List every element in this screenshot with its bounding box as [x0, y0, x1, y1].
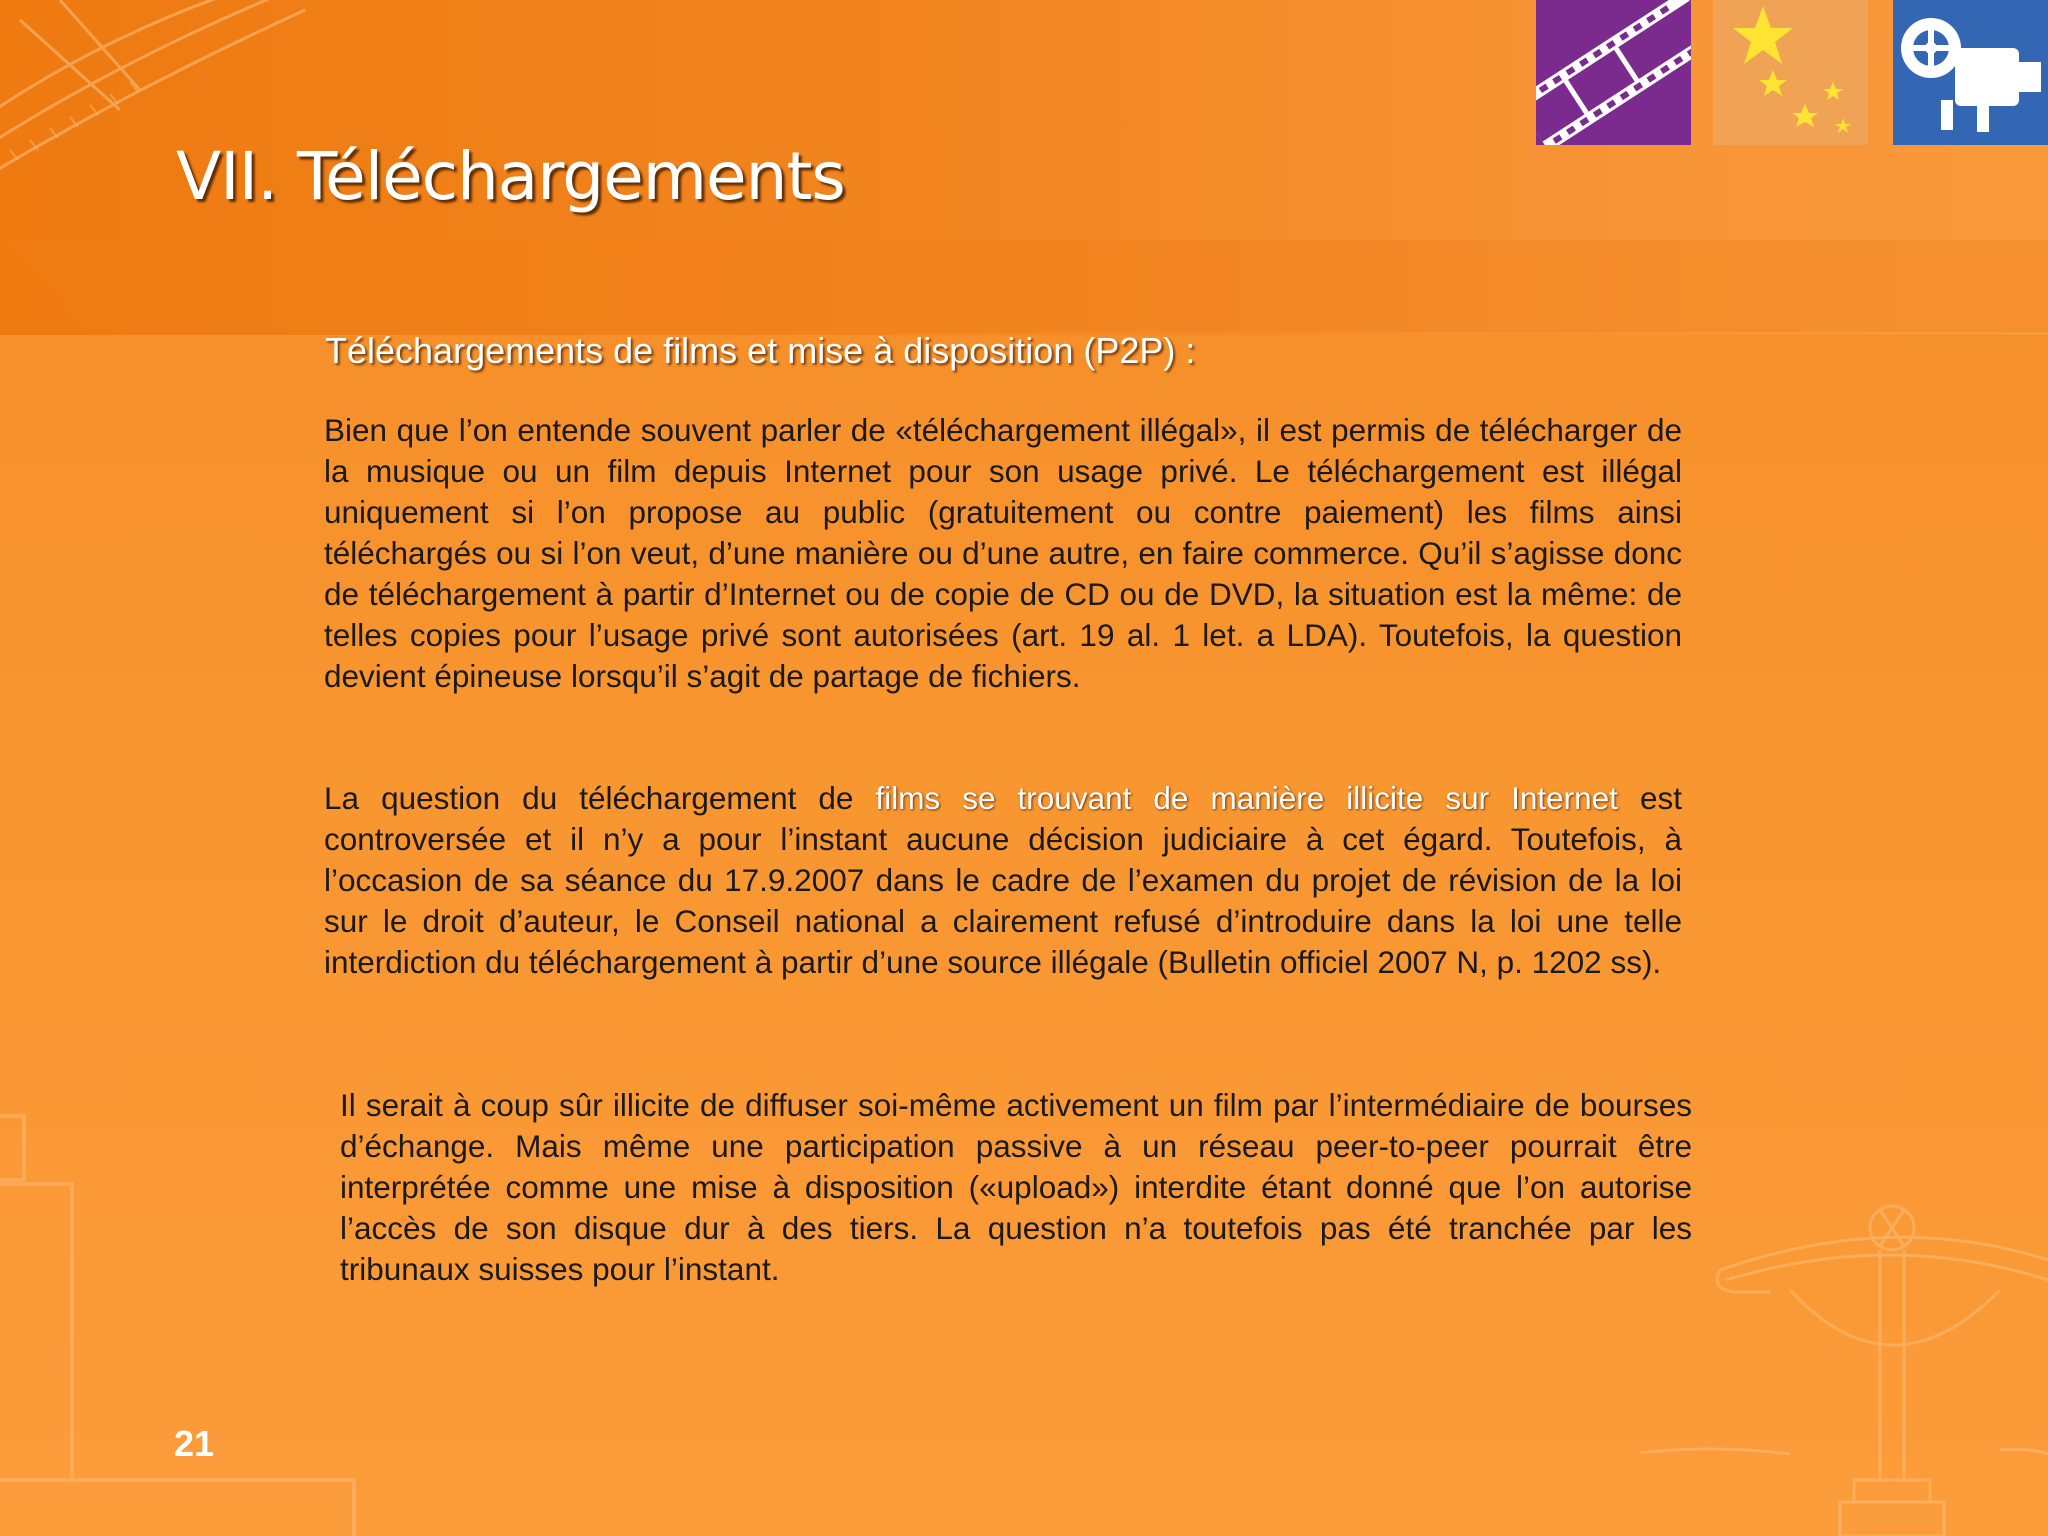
paragraph-private-use: Bien que l’on entende souvent parler de «téléchargement illégal», il est permis de télécharger de la musique ou un film depuis Internet pour son usage privé. Le téléchargement est illégal uniquement si l’on propose au public (gratuitement ou contre paiement) les films ainsi téléchargés ou si l’on veut, d’une manière ou d’une autre, en faire commerce. Qu’il s’agisse donc de téléchargement à partir d’Internet ou de copie de CD ou de DVD, la situation est la même: de telles copies pour l’usage privé sont autorisées (art. 19 al. 1 let. a LDA). Toutefois, la question devient épineuse lorsqu’il s’agit de partage de fichiers. [324, 412, 1682, 694]
header-band-edge [0, 240, 2048, 340]
paragraph-2-end: est controversée et il n’y a pour l’instant aucune décision judiciaire à cet égard. Toutefois, à l’occasion de sa séance du 17.9.2007 dans le cadre de l’examen du projet de révision de la loi sur le droit d’auteur, le Conseil national a clairement refusé d’introduire dans la loi une telle interdiction du téléchargement à partir d’une source illégale (Bulletin officiel 2007 N, p. 1202 ss). [324, 780, 1682, 980]
stars-icon [1713, 0, 1868, 145]
highlighted-phrase: films se trouvant de manière illicite sur Internet [875, 780, 1618, 816]
slide-title: VII. Téléchargements [176, 138, 845, 215]
film-strip-icon [1536, 0, 1691, 145]
film-projector-icon [1893, 0, 2048, 145]
film-projector-tile [1893, 0, 2048, 145]
film-strip-tile [1536, 0, 1691, 145]
stars-tile [1713, 0, 1868, 145]
paragraph-illicit-sources [324, 778, 1682, 983]
scale-of-justice-decoration [1640, 1180, 2048, 1536]
paragraph-peer-to-peer: Il serait à coup sûr illicite de diffuser soi-même activement un film par l’intermédiaire de bourses d’échange. Mais même une participation passive à un réseau peer-to-peer pourrait être interprétée comme une mise à disposition («upload») interdite étant donné que l’on autorise l’accès de son disque dur à des tiers. La question n’a toutefois pas été tranchée par les tribunaux suisses pour l’instant. [340, 1087, 1692, 1287]
building-outline-decoration [0, 1100, 380, 1536]
section-subtitle: Téléchargements de films et mise à disposition (P2P) : [325, 330, 1196, 371]
page-number: 21 [174, 1423, 215, 1464]
paragraph-2-start: La question du téléchargement de [324, 780, 876, 816]
